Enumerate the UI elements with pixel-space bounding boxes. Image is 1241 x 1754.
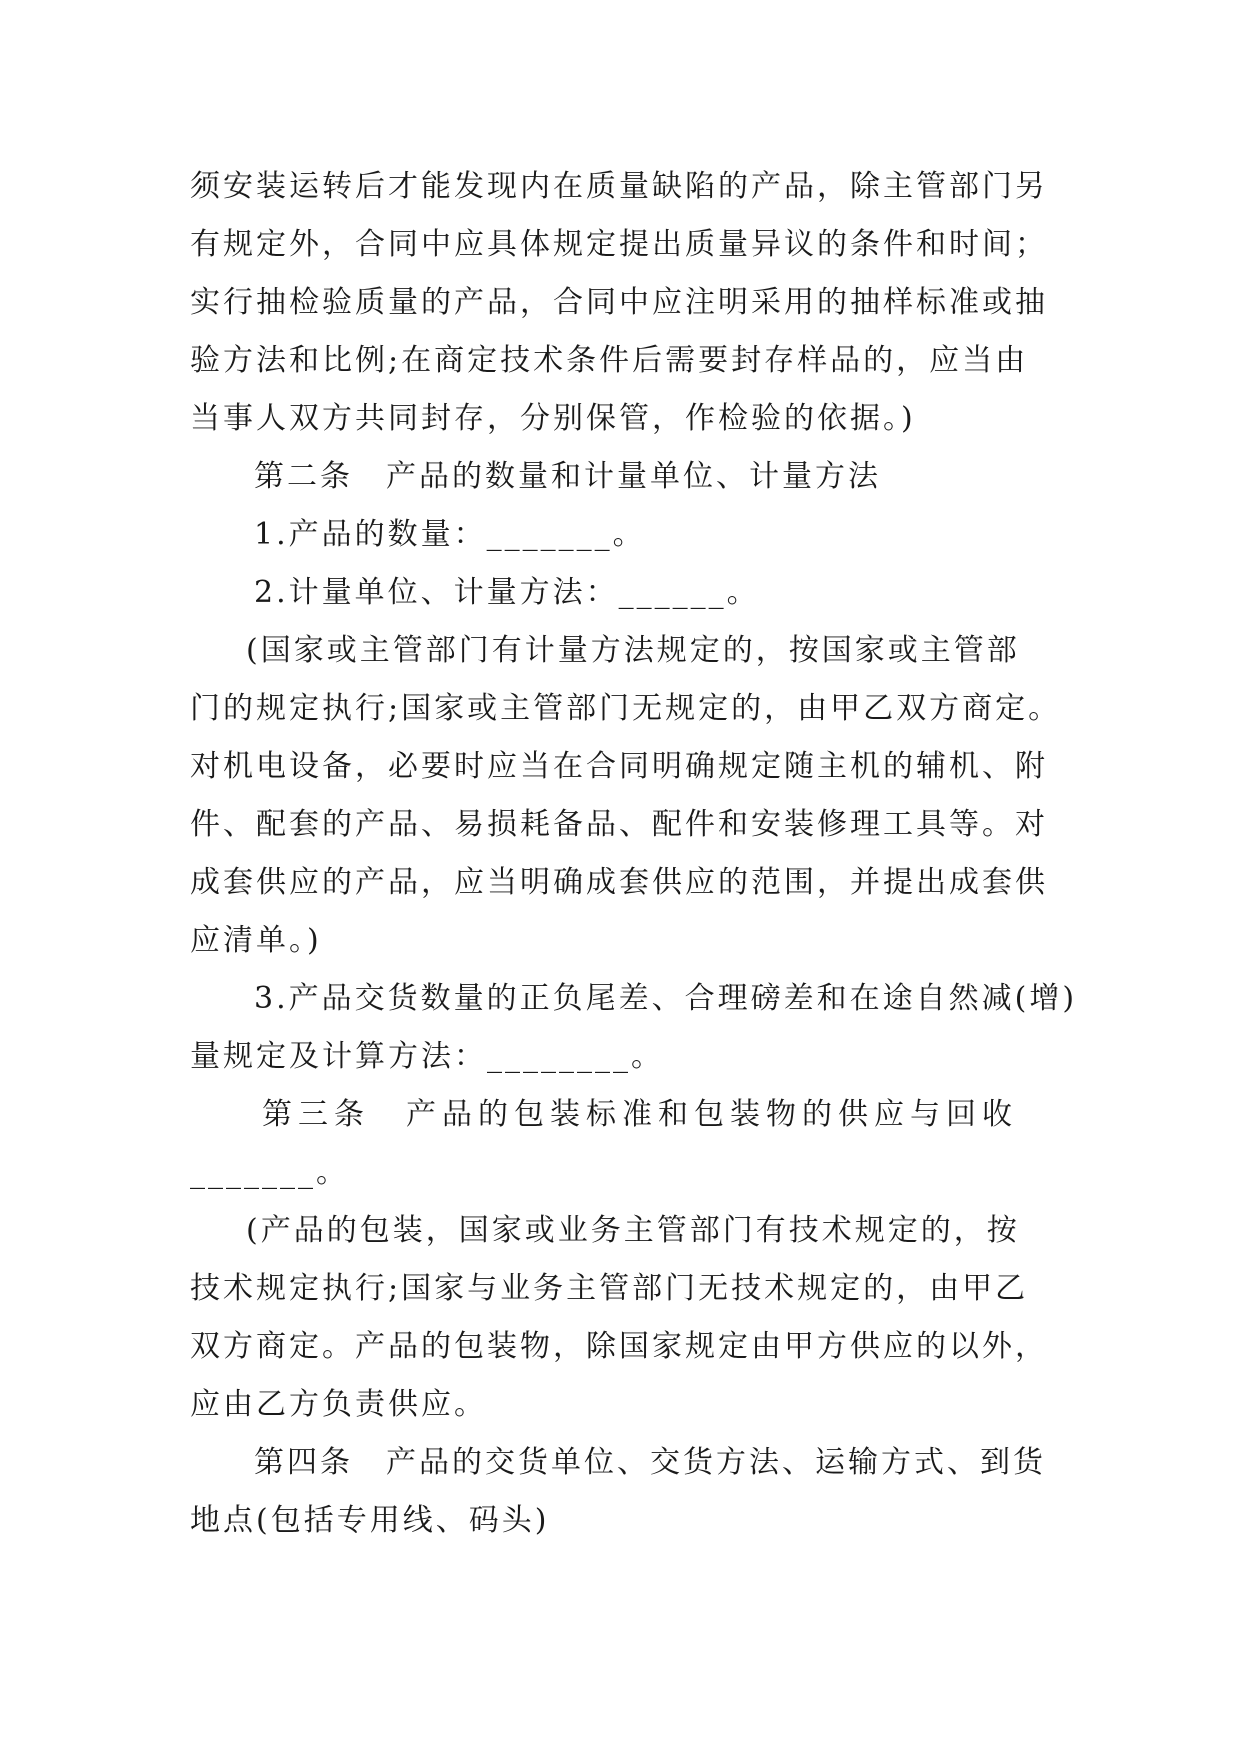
text-line: 实行抽检验质量的产品，合同中应注明采用的抽样标准或抽 (190, 285, 1048, 320)
text-line: 对机电设备，必要时应当在合同明确规定随主机的辅机、附 (190, 749, 1048, 784)
text-line: 第三条 产品的包装标准和包装物的供应与回收 (262, 1097, 1018, 1132)
text-line: _______。 (190, 1155, 349, 1190)
text-line: 1.产品的数量：_______。 (254, 517, 646, 552)
paragraph-quality-continued (190, 158, 1050, 448)
article-4-heading (190, 1434, 1050, 1550)
article-2-item-1 (190, 506, 1050, 564)
article-3-heading (190, 1086, 1050, 1202)
text-line: 验方法和比例;在商定技术条件后需要封存样品的，应当由 (190, 343, 1029, 378)
text-line: 量规定及计算方法：________。 (190, 1039, 664, 1074)
text-line: 须安装运转后才能发现内在质量缺陷的产品，除主管部门另 (190, 169, 1048, 204)
article-3-note (190, 1202, 1050, 1434)
text-line: 双方商定。产品的包装物，除国家规定由甲方供应的以外， (190, 1329, 1048, 1364)
text-line: 第四条 产品的交货单位、交货方法、运输方式、到货 (254, 1445, 1046, 1480)
document-body (190, 158, 1078, 1550)
text-line: (产品的包装，国家或业务主管部门有技术规定的，按 (246, 1213, 1020, 1248)
text-line: 门的规定执行;国家或主管部门无规定的，由甲乙双方商定。 (190, 691, 1062, 726)
text-line: 当事人双方共同封存，分别保管，作检验的依据。) (190, 401, 916, 436)
text-line: 应由乙方负责供应。 (190, 1387, 487, 1422)
text-line: 2.计量单位、计量方法：______。 (254, 575, 760, 610)
text-line: 地点(包括专用线、码头) (190, 1503, 550, 1538)
text-line: 技术规定执行;国家与业务主管部门无技术规定的，由甲乙 (190, 1271, 1029, 1306)
article-2-heading (190, 448, 1050, 506)
text-line: 有规定外，合同中应具体规定提出质量异议的条件和时间； (190, 227, 1048, 262)
text-line: 应清单。) (190, 923, 322, 958)
text-line: 成套供应的产品，应当明确成套供应的范围，并提出成套供 (190, 865, 1048, 900)
article-2-item-2 (190, 564, 1050, 622)
text-line: 3.产品交货数量的正负尾差、合理磅差和在途自然减(增) (254, 981, 1078, 1016)
text-line: 第二条 产品的数量和计量单位、计量方法 (254, 459, 881, 494)
text-line: 件、配套的产品、易损耗备品、配件和安装修理工具等。对 (190, 807, 1048, 842)
text-line: (国家或主管部门有计量方法规定的，按国家或主管部 (246, 633, 1020, 668)
article-2-note (190, 622, 1062, 970)
article-2-item-3 (190, 970, 1078, 1086)
